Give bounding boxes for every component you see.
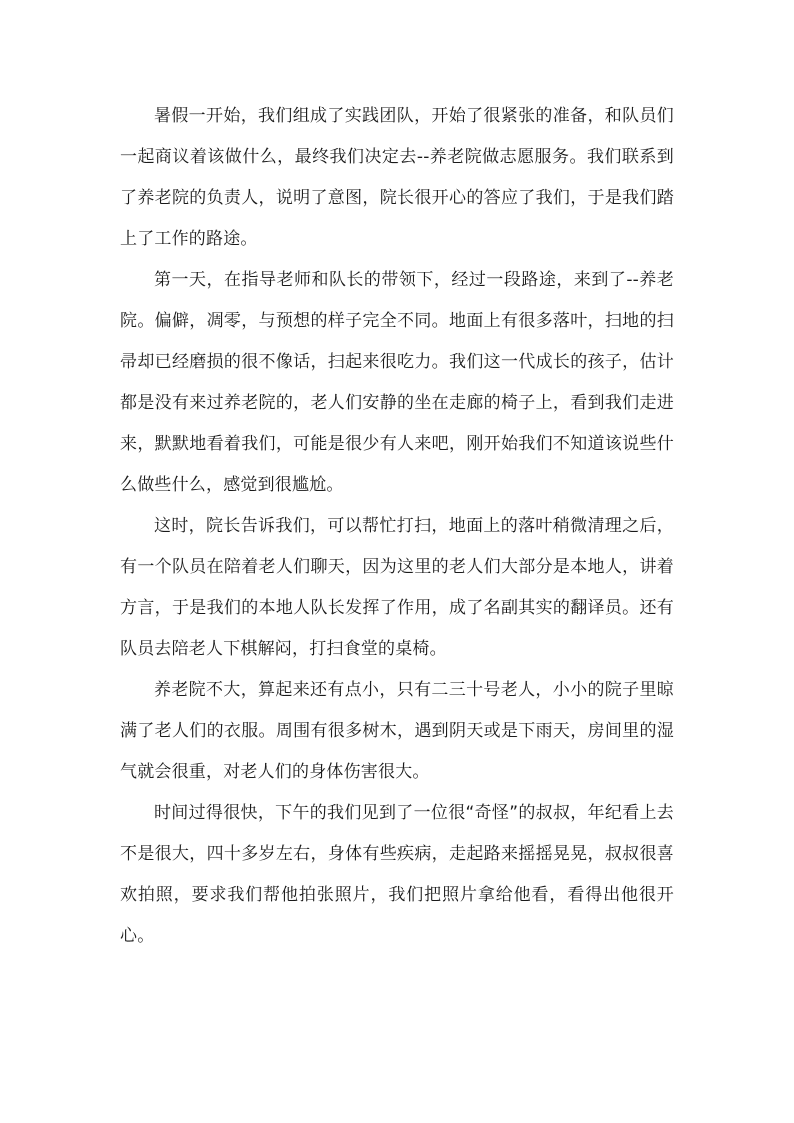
document-body xyxy=(120,96,674,957)
paragraph-5: 时间过得很快，下午的我们见到了一位很“奇怪”的叔叔，年纪看上去不是很大，四十多岁左右，身体有些疾病，走起路来摇摇晃晃，叔叔很喜欢拍照，要求我们帮他拍张照片，我们把照片拿给他看，看得出他很开心。 xyxy=(120,803,674,946)
paragraph-2: 第一天，在指导老师和队长的带领下，经过一段路途，来到了--养老院。偏僻，凋零，与预想的样子完全不同。地面上有很多落叶，扫地的扫帚却已经磨损的很不像话，扫起来很吃力。我们这一代成长的孩子，估计都是没有来过养老院的，老人们安静的坐在走廊的椅子上，看到我们走进来，默默地看着我们，可能是很少有人来吧，刚开始我们不知道该说些什么做些什么，感觉到很尴尬。 xyxy=(120,270,674,495)
paragraph-1: 暑假一开始，我们组成了实践团队，开始了很紧张的准备，和队员们一起商议着该做什么，最终我们决定去--养老院做志愿服务。我们联系到了养老院的负责人，说明了意图，院长很开心的答应了我们，于是我们踏上了工作的路途。 xyxy=(120,106,674,249)
paragraph-4: 养老院不大，算起来还有点小，只有二三十号老人，小小的院子里晾满了老人们的衣服。周围有很多树木，遇到阴天或是下雨天，房间里的湿气就会很重，对老人们的身体伤害很大。 xyxy=(120,680,674,782)
paragraph-3: 这时，院长告诉我们，可以帮忙打扫，地面上的落叶稍微清理之后，有一个队员在陪着老人们聊天，因为这里的老人们大部分是本地人，讲着方言，于是我们的本地人队长发挥了作用，成了名副其实的翻译员。还有队员去陪老人下棋解闷，打扫食堂的桌椅。 xyxy=(120,516,674,659)
